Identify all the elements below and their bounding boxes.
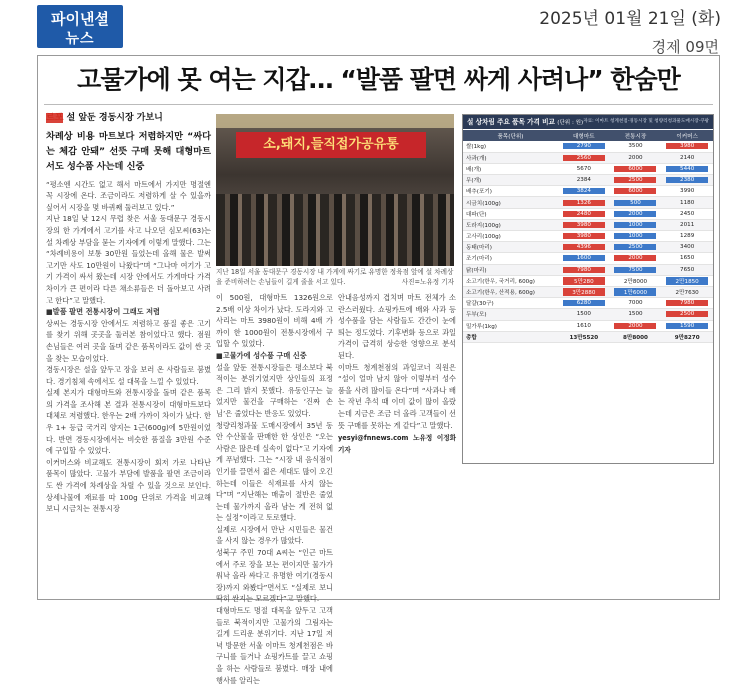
table-row <box>463 298 713 309</box>
table-row <box>463 152 713 163</box>
photo-caption <box>216 268 454 287</box>
cell-market-value: 1000 <box>614 233 656 239</box>
cell-mart-value: 1500 <box>576 311 591 318</box>
cell-mart <box>558 197 610 208</box>
kicker <box>46 113 211 125</box>
cell-item: 배추(포기) <box>463 186 558 197</box>
cell-mart-value: 1600 <box>563 255 605 261</box>
cell-market <box>610 152 662 163</box>
cell-ecommerce-value: 9만8270 <box>674 334 700 341</box>
cell-mart-value: 6280 <box>563 300 605 306</box>
cell-market-value: 7000 <box>628 300 643 307</box>
table-unit: (단위 : 원) <box>557 120 584 126</box>
cell-market <box>610 286 662 297</box>
subheadline: 차례상 비용 마트보다 저렴하지만 “싸다는 체감 안돼” 선뜻 구매 못해 대형마트서도 성수품 사는데 신중 <box>46 130 211 172</box>
logo-line-1: 파이낸셜 <box>51 10 109 28</box>
cell-ecommerce <box>661 175 713 186</box>
cell-mart-value: 4396 <box>563 244 605 250</box>
photo-credit: 사진=노유정 기자 <box>401 277 454 286</box>
table-row <box>463 264 713 275</box>
table-source: 자료: 이마트 청계천점·경동시장 및 청량리청과물도매시장·쿠팡 <box>583 119 709 124</box>
cell-mart-value: 2384 <box>576 177 591 184</box>
cell-mart <box>558 186 610 197</box>
cell-market-value: 2000 <box>614 323 656 329</box>
header-item: 품목(단위) <box>463 130 558 141</box>
cell-ecommerce <box>661 152 713 163</box>
cell-ecommerce-value: 3990 <box>680 188 695 195</box>
paragraph: 청량리청과물 도매시장에서 35년 동안 수산물을 판매한 한 상인은 “오는 사람은 많은데 실속이 없다”고 기자에게 푸념했다. 그는 “시장 내 음식점이 인기를 끌면서 젊은 세대도 많이 오긴 하는데 이들은 식재료를 사지 않는다”며 “지난해는 매출이 절반은 줄었는데 물가까지 올라 남는 게 전혀 없는 실정”이라고 토로했다. <box>216 420 334 523</box>
cell-ecommerce-value: 3400 <box>680 244 695 251</box>
cell-ecommerce-value: 2500 <box>666 311 708 317</box>
cell-item: 달걀(30구) <box>463 298 558 309</box>
header-market: 전통시장 <box>610 130 662 141</box>
cell-mart-value: 2480 <box>563 211 605 217</box>
cell-market-value: 2000 <box>614 211 656 217</box>
table-row <box>463 320 713 331</box>
cell-mart <box>558 309 610 320</box>
table-row <box>463 231 713 242</box>
cell-item: 시금치(100g) <box>463 197 558 208</box>
paragraph: 지난 18일 낮 12시 무렵 찾은 서울 동대문구 경동시장의 한 가게에서 고기를 사고 나오던 심모씨(63)는 설 차례상 부담을 묻는 기자에게 이렇게 말했다. 그는 “차례비용이 보통 30만원 들었는데 올해 물은 발써 고기만 사도 10만원이 나왔다”며 “그나마 여기가 고기 가격이 싸서 왔는데 시장 안에서도 가게마다 가격 차이가 큰 편이라 다른 채소류들은 더 돌아보고 사려고 한다”고 말했다. <box>46 214 211 305</box>
headline: 고물가에 못 여는 지갑… “발품 팔면 싸게 사려나” 한숨만 <box>77 65 680 94</box>
logo-line-2: 뉴스 <box>65 31 95 47</box>
paragraph: 실제로 시장에서 만난 시민들은 물건을 사지 않는 경우가 많았다. <box>216 524 333 546</box>
cell-ecommerce-value: 2만7630 <box>675 290 699 297</box>
byline: yesyi@fnnews.com 노유정 이정화 기자 <box>338 434 456 454</box>
cell-mart-value: 1326 <box>563 200 605 206</box>
cell-market-value: 7500 <box>614 267 656 273</box>
cell-market <box>610 253 662 264</box>
cell-mart <box>558 242 610 253</box>
cell-item: 소고기(한우, 산적용, 600g) <box>463 286 558 297</box>
cell-mart-value: 3980 <box>563 222 605 228</box>
cell-mart <box>558 231 610 242</box>
cell-item: 총합 <box>463 331 558 342</box>
cell-ecommerce <box>661 298 713 309</box>
cell-market <box>610 163 662 174</box>
cell-ecommerce <box>661 309 713 320</box>
cell-mart <box>558 208 610 219</box>
table-row <box>463 197 713 208</box>
cell-ecommerce-value: 2450 <box>680 210 695 217</box>
table-row <box>463 163 713 174</box>
cell-market <box>610 197 662 208</box>
cell-ecommerce-value: 2011 <box>680 221 695 228</box>
cell-mart <box>558 152 610 163</box>
paragraph: 설을 앞둔 전통시장들은 평소보다 북적이는 분위기였지만 상인들의 표정은 그리 밝지 못했다. 유동인구는 늘었지만 물건을 구매하는 ‘진짜 손님’은 줄었다는 반응도 있었다. <box>216 362 333 418</box>
kicker-text: 설 앞둔 경동시장 가보니 <box>63 113 163 123</box>
table-header-row <box>463 130 713 141</box>
cell-item: 대파(단) <box>463 208 558 219</box>
section-heading: ■고물가에 성수품 구매 신중 <box>216 350 307 360</box>
cell-market <box>610 320 662 331</box>
paragraph: 상씨는 경동시장 안에서도 저렴하고 품질 좋은 고기를 찾기 위해 곳곳을 둘러본 참이었다고 했다. 점원 손님들은 여러 곳을 돌며 같은 품목이라도 값이 싼 곳을 찾는 모습이었다. <box>46 318 211 363</box>
issue-date: 2025년 01월 21일 (화) <box>539 9 721 29</box>
cell-ecommerce <box>661 219 713 230</box>
cell-item: 고사리(100g) <box>463 231 558 242</box>
cell-ecommerce <box>661 163 713 174</box>
cell-market-value: 500 <box>614 200 656 206</box>
cell-ecommerce <box>661 231 713 242</box>
column-2 <box>216 292 334 685</box>
table-row <box>463 208 713 219</box>
cell-item: 소고기(한우, 국거리, 600g) <box>463 275 558 286</box>
cell-market-value: 2500 <box>614 177 656 183</box>
cell-ecommerce <box>661 264 713 275</box>
cell-mart <box>558 320 610 331</box>
cell-market-value: 1500 <box>628 311 643 318</box>
table-row <box>463 275 713 286</box>
cell-mart <box>558 331 610 342</box>
cell-market-value: 6000 <box>614 166 656 172</box>
cell-market-value: 1만6000 <box>614 288 656 296</box>
cell-mart-value: 13만5520 <box>569 334 599 341</box>
paragraph: 실제 본지가 대형마트와 전통시장을 돌며 같은 품목의 가격을 조사해 본 결과 전통시장이 대형마트보다 대체로 저렴했다. 한우는 2배 가까이 차이가 났다. 한우 1+ 등급 국거리 양지는 1근(600g)에 5만원이었다. 반면 경동시장에서는 비슷한 품질을 3만원 수준에 구입할 수 있었다. <box>46 388 211 456</box>
cell-ecommerce <box>661 320 713 331</box>
header-mart: 대형마트 <box>558 130 610 141</box>
cell-mart-value: 7980 <box>563 267 605 273</box>
cell-market-value: 3500 <box>628 143 643 150</box>
cell-ecommerce <box>661 197 713 208</box>
cell-market <box>610 242 662 253</box>
cell-market <box>610 309 662 320</box>
cell-mart <box>558 219 610 230</box>
cell-ecommerce-value: 2140 <box>680 154 695 161</box>
cell-mart-value: 3만2880 <box>563 288 605 296</box>
cell-item: 닭(마리) <box>463 264 558 275</box>
table-title-text: 설 상차림 주요 품목 가격 비교 <box>467 118 555 126</box>
price-table <box>463 130 713 343</box>
cell-mart-value: 3824 <box>563 188 605 194</box>
cell-market <box>610 186 662 197</box>
table-row <box>463 186 713 197</box>
paragraph: 이 500원, 대형마트 1326원으로 2.5배 이상 차이가 났다. 도라지와 고사리는 마트 3980원이 비해 4배 가까이 한 1000원이 전통시장에서 구입할 수 있었다. <box>216 293 333 349</box>
photo-crowd <box>216 194 454 266</box>
cell-market <box>610 175 662 186</box>
cell-item: 배(개) <box>463 163 558 174</box>
cell-market-value: 8만8000 <box>623 334 648 341</box>
cell-market-value: 2만8000 <box>623 278 648 285</box>
cell-ecommerce-value: 2380 <box>666 177 708 183</box>
cell-mart <box>558 163 610 174</box>
cell-ecommerce-value: 2만1850 <box>666 277 708 285</box>
cell-mart <box>558 264 610 275</box>
cell-item: 두부(모) <box>463 309 558 320</box>
cell-market <box>610 298 662 309</box>
cell-item: 무(개) <box>463 175 558 186</box>
column-3 <box>338 292 456 595</box>
header-ecommerce: 이커머스 <box>661 130 713 141</box>
headline-divider <box>44 104 713 105</box>
cell-item: 밀가루(1kg) <box>463 320 558 331</box>
cell-ecommerce-value: 1650 <box>680 255 695 262</box>
article-frame <box>37 55 720 685</box>
cell-ecommerce <box>661 186 713 197</box>
cell-mart-value: 5670 <box>576 165 591 172</box>
paragraph: 대형마트도 명절 대목을 앞두고 고객들로 북적이지만 고물가의 그림자는 길게 드리운 분위기다. 지난 17일 저녁 방문한 서울 이마트 청계천점은 바구니를 들거나 쇼핑카트를 끌고 쇼핑을 하는 사람들로 붐볐다. 매장 내에 행사를 알리는 <box>216 606 333 685</box>
cell-item: 쌀(1kg) <box>463 141 558 152</box>
cell-market <box>610 219 662 230</box>
price-comparison-table <box>462 114 714 464</box>
cell-ecommerce <box>661 141 713 152</box>
cell-ecommerce <box>661 253 713 264</box>
cell-ecommerce <box>661 286 713 297</box>
cell-ecommerce-value: 1590 <box>666 323 708 329</box>
table-row <box>463 309 713 320</box>
paragraph: 이마트 청계천점의 과일코너 직원은 “설이 얼마 남지 않아 이렇부터 성수품을 사려 많이들 온다”며 “사과나 배는 작년 추석 때 이미 값이 많이 올랐는데 지금은 조금 더 올라 고객들이 선뜻 구매를 못하는 게 같다”고 말했다. <box>338 362 456 430</box>
cell-mart <box>558 141 610 152</box>
caption-text: 지난 18일 서울 동대문구 경동시장 내 가게에 싸기로 유명한 정육점 앞에 설 차례상을 준비하려는 손님들이 길게 줄을 서고 있다. <box>216 268 454 286</box>
section-label: 경제 09면 <box>651 38 719 56</box>
newspaper-logo <box>37 5 123 48</box>
cell-mart-value: 5만280 <box>563 277 605 285</box>
cell-market-value: 2000 <box>628 154 643 161</box>
cell-item: 사과(개) <box>463 152 558 163</box>
photo-lights <box>216 114 454 128</box>
cell-ecommerce-value: 1289 <box>680 233 695 240</box>
paragraph: 안내음성까지 겹치며 마트 전체가 소란스러웠다. 쇼핑카트에 배와 사과 등 성수품을 담는 사람들도 간간이 눈에 띄는 정도였다. 기후변화 등으로 과일 가격이 급격히 상승한 영향으로 분석된다. <box>338 293 456 360</box>
cell-market-value: 6000 <box>614 188 656 194</box>
cell-ecommerce-value: 3980 <box>666 143 708 149</box>
cell-mart <box>558 175 610 186</box>
cell-mart <box>558 253 610 264</box>
cell-market <box>610 231 662 242</box>
table-row <box>463 286 713 297</box>
section-heading: ■발품 팔면 전통시장이 그래도 저렴 <box>46 307 161 317</box>
cell-item: 도라지(100g) <box>463 219 558 230</box>
cell-mart <box>558 275 610 286</box>
paragraph: 성북구 주민 70대 A씨는 “인근 마트에서 주로 장을 보는 편이지만 물가가 워낙 올라 싸다고 유명한 여기(경동시장)까지 와봤다”면서도 “실제로 보니 딱히 싼지는 모르겠다”고 말했다. <box>216 548 333 604</box>
kicker-tag: 르포 <box>46 113 64 123</box>
cell-market-value: 2500 <box>614 244 656 250</box>
cell-ecommerce-value: 5440 <box>666 166 708 172</box>
cell-item: 동태(마리) <box>463 242 558 253</box>
cell-ecommerce <box>661 242 713 253</box>
table-row <box>463 175 713 186</box>
cell-market <box>610 331 662 342</box>
cell-market-value: 1000 <box>614 222 656 228</box>
cell-ecommerce-value: 1180 <box>680 199 695 206</box>
paragraph: “평소엔 시간도 없고 해서 마트에서 가지만 명절엔 꼭 시장에 온다. 조금이라도 저렴하게 살 수 있을까 싶어서 시장을 몇 바퀴째 둘러보고 있다.” <box>46 179 211 212</box>
cell-mart <box>558 298 610 309</box>
table-row <box>463 242 713 253</box>
paragraph: 이커머스와 비교해도 전통시장이 회저 가로 나타난 품목이 많았다. 고물가 부담에 발품을 팔면 조금이라도 싼 가격에 차례상을 차릴 수 있을 것으로 보인다. 상세나물에 재료를 따 100g 단위로 가격을 비교해 보니 시금치는 전통시장 <box>46 457 211 514</box>
paragraph: 경동시장은 설을 앞두고 장을 보러 온 사람들로 붐볐다. 경기침체 속에서도 설 대목을 느낄 수 있었다. <box>46 365 211 386</box>
cell-market-value: 2000 <box>614 255 656 261</box>
table-row <box>463 331 713 342</box>
table-body <box>463 141 713 342</box>
cell-ecommerce <box>661 331 713 342</box>
table-row <box>463 219 713 230</box>
cell-mart <box>558 286 610 297</box>
table-row <box>463 253 713 264</box>
cell-ecommerce <box>661 275 713 286</box>
table-row <box>463 141 713 152</box>
column-1 <box>46 113 211 595</box>
cell-item: 조기(마리) <box>463 253 558 264</box>
market-photo <box>216 114 454 266</box>
cell-mart-value: 2790 <box>563 143 605 149</box>
photo-store-sign: 소,돼지,들직접가공유통 <box>236 132 426 158</box>
cell-market <box>610 275 662 286</box>
cell-market <box>610 208 662 219</box>
cell-mart-value: 3980 <box>563 233 605 239</box>
cell-market <box>610 264 662 275</box>
cell-mart-value: 1610 <box>576 322 591 329</box>
cell-market <box>610 141 662 152</box>
cell-ecommerce-value: 7980 <box>666 300 708 306</box>
cell-mart-value: 2560 <box>563 155 605 161</box>
cell-ecommerce-value: 7650 <box>680 266 695 273</box>
cell-ecommerce <box>661 208 713 219</box>
